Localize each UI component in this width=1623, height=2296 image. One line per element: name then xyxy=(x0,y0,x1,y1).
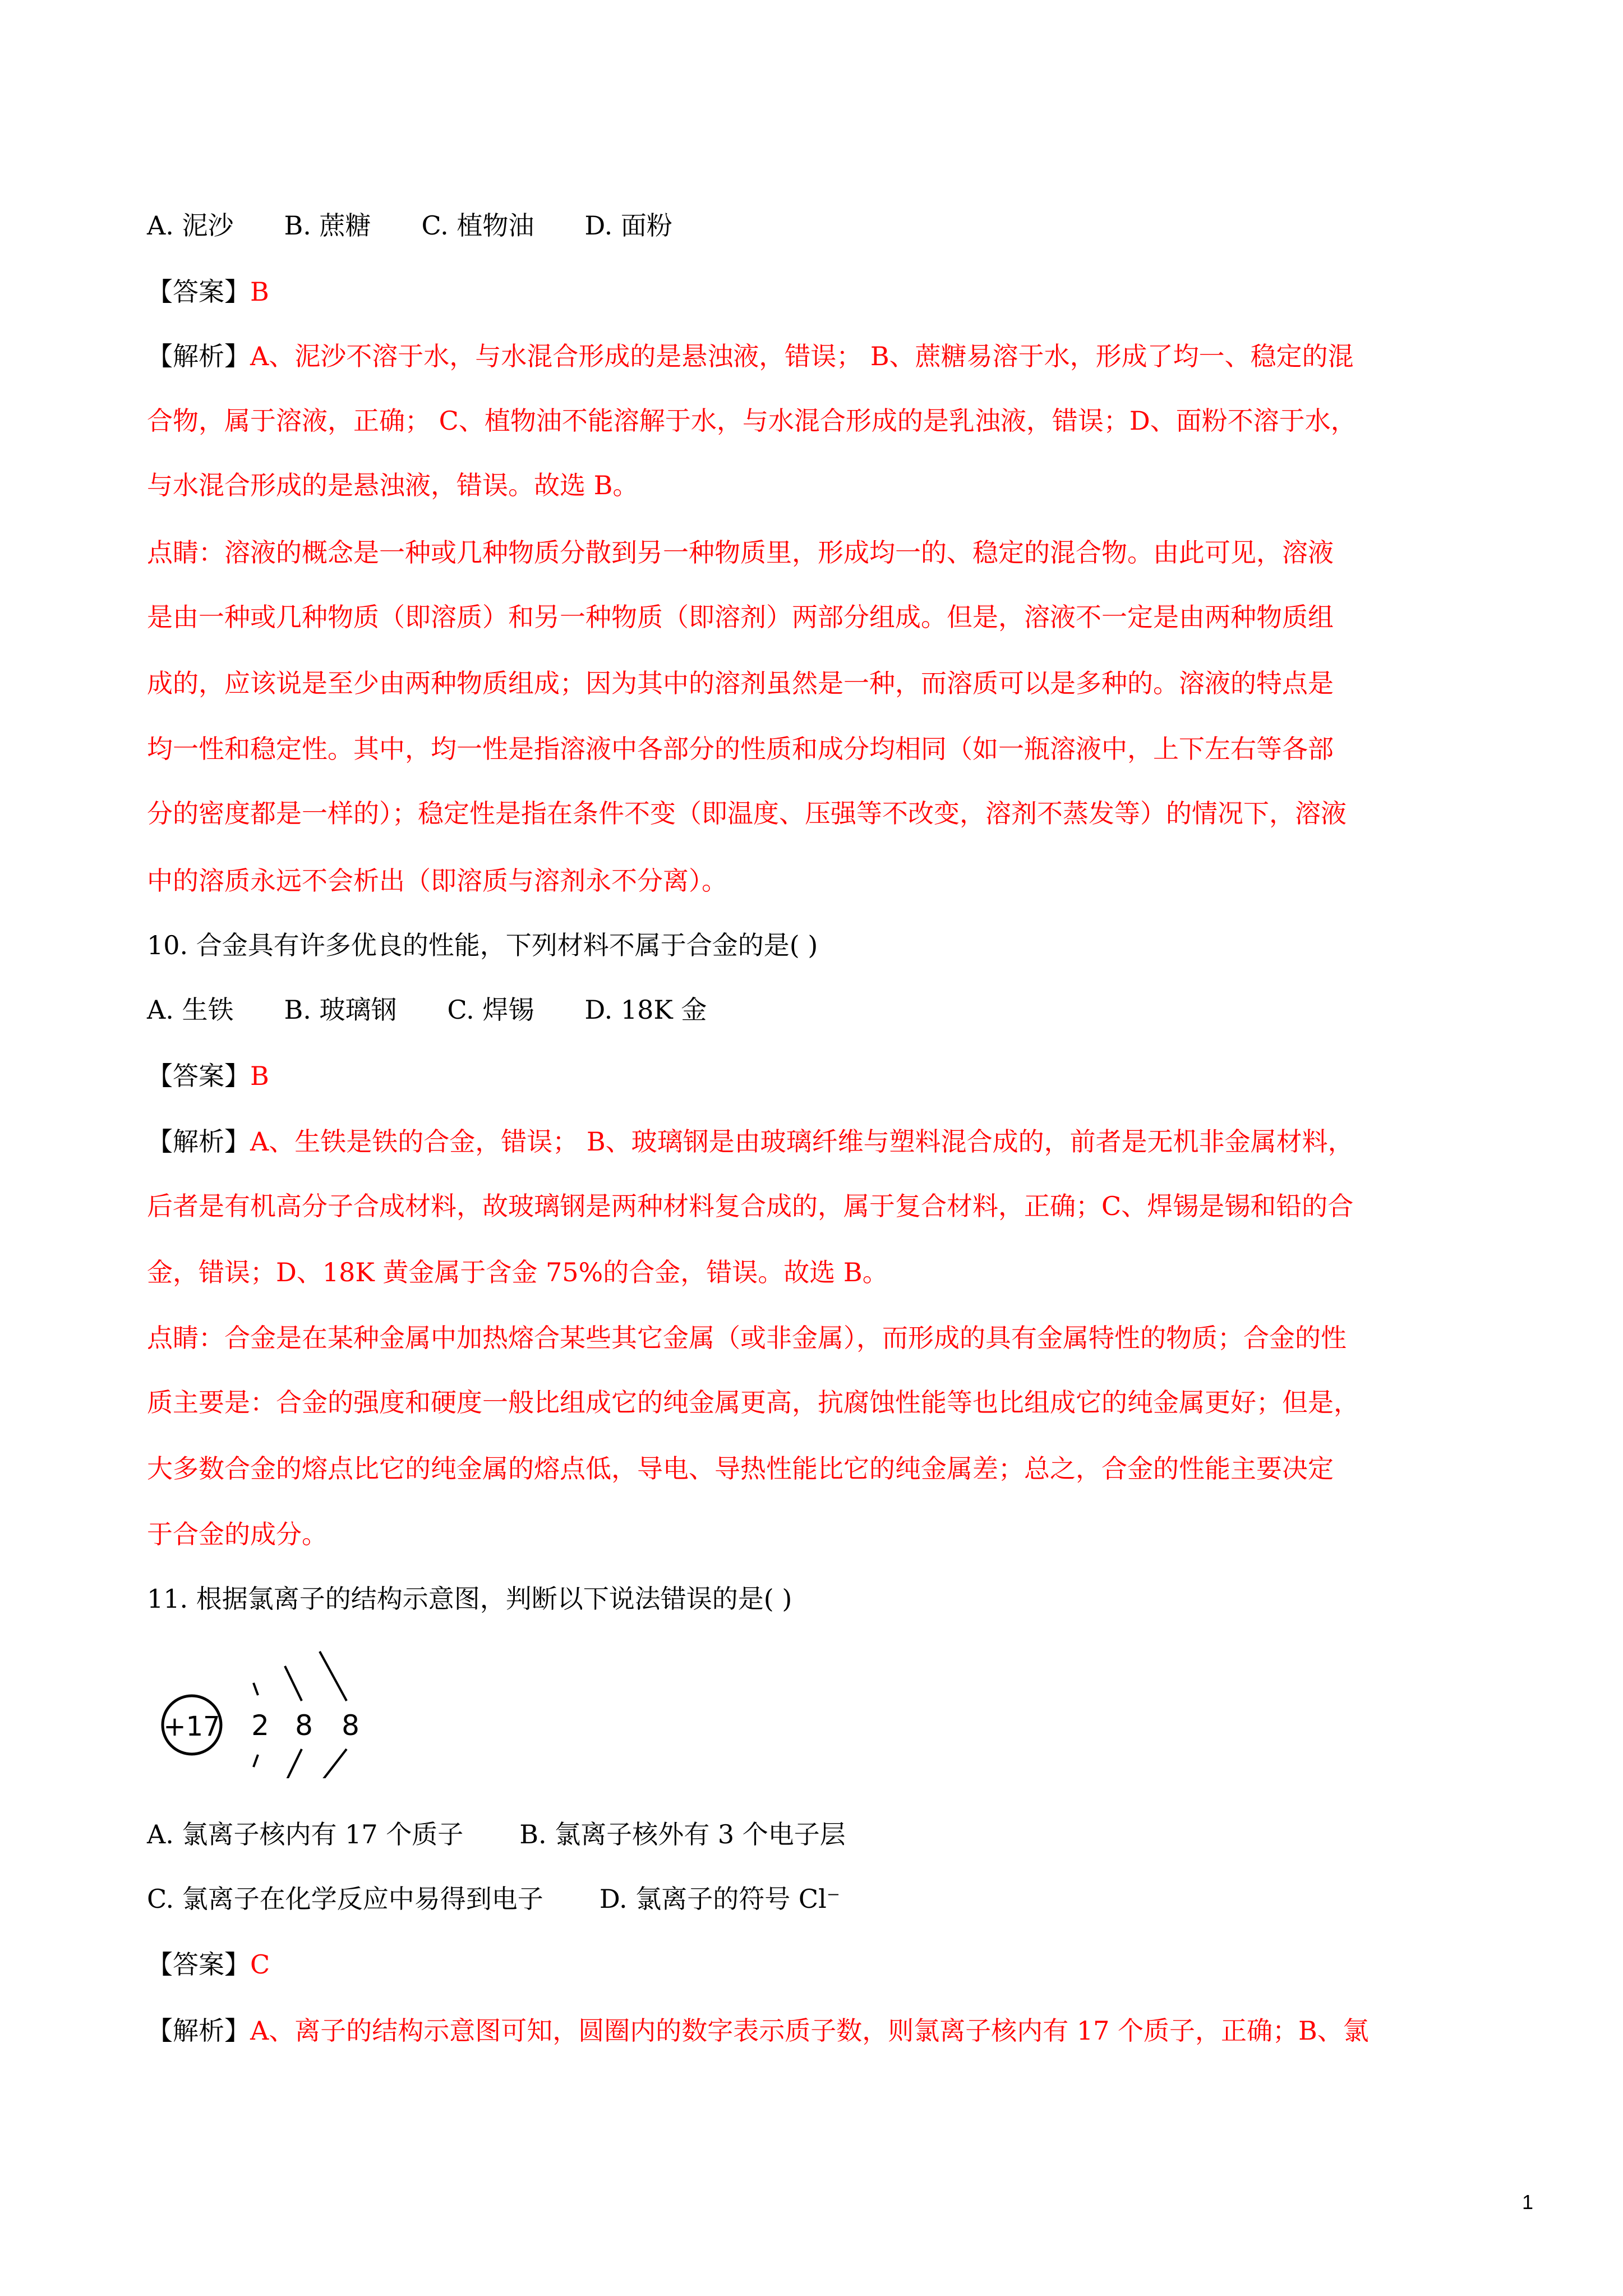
q9-note-line-2: 是由一种或几种物质（即溶质）和另一种物质（即溶剂）两部分组成。但是，溶液不一定是由两种物质组 xyxy=(147,602,1334,632)
shell-arc-2 xyxy=(285,1666,302,1701)
answer-value: B xyxy=(250,277,269,307)
q10-analysis-line-1 xyxy=(147,1125,1354,1158)
q11-options-row-2 xyxy=(147,1882,840,1916)
q11-analysis-line-1 xyxy=(147,2014,1369,2047)
shell-1-electrons: 2 xyxy=(251,1709,269,1742)
q10-note-line-2: 质主要是：合金的强度和硬度一般比组成它的纯金属更高，抗腐蚀性能等也比组成它的纯金属更好；但是， xyxy=(147,1387,1359,1418)
shell-3-electrons: 8 xyxy=(342,1709,359,1742)
q9-note-line-5: 分的密度都是一样的）；稳定性是指在条件不变（即温度、压强等不改变，溶剂不蒸发等）的情况下，溶液 xyxy=(147,798,1347,829)
q10-note-line-3: 大多数合金的熔点比它的纯金属的熔点低，导电、导热性能比它的纯金属差；总之，合金的性能主要决定 xyxy=(147,1453,1334,1484)
q10-note-line-4: 于合金的成分。 xyxy=(147,1519,328,1549)
q9-analysis-line-1 xyxy=(147,339,1354,373)
q9-analysis-line-2: 合物，属于溶液，正确； C、植物油不能溶解于水，与水混合形成的是乳浊液，错误；D、面粉不溶于水， xyxy=(147,406,1357,436)
shell-arc-3 xyxy=(320,1749,347,1778)
answer-tag: 【答案】 xyxy=(147,1949,250,1980)
q11-options-row-1 xyxy=(147,1818,846,1851)
q9-option-c: C. 植物油 xyxy=(421,210,534,241)
q11-option-d: D. 氯离子的符号 Cl⁻ xyxy=(599,1884,841,1914)
q10-analysis-line-3: 金，错误；D、18K 黄金属于含金 75%的合金，错误。故选 B。 xyxy=(147,1257,888,1287)
analysis-tag: 【解析】 xyxy=(147,2016,250,2046)
q9-note-line-3: 成的，应该说是至少由两种物质组成；因为其中的溶剂虽然是一种，而溶质可以是多种的。溶液的特点是 xyxy=(147,668,1334,698)
shell-arc-1 xyxy=(253,1683,258,1695)
q10-option-d: D. 18K 金 xyxy=(584,995,707,1025)
q11-stem: 11. 根据氯离子的结构示意图，判断以下说法错误的是( ) xyxy=(147,1584,792,1614)
page-number: 1 xyxy=(1521,2191,1533,2214)
q10-option-b: B. 玻璃钢 xyxy=(284,995,397,1025)
q9-note-line-6: 中的溶质永远不会析出（即溶质与溶剂永不分离）。 xyxy=(147,866,727,896)
shell-2-electrons: 8 xyxy=(295,1709,313,1742)
q11-option-a: A. 氯离子核内有 17 个质子 xyxy=(147,1819,464,1849)
q9-answer xyxy=(147,275,269,309)
q10-note-line-1: 点睛：合金是在某种金属中加热熔合某些其它金属（或非金属），而形成的具有金属特性的物质；合金的性 xyxy=(147,1323,1347,1353)
q9-analysis-line-3: 与水混合形成的是悬浊液，错误。故选 B。 xyxy=(147,470,639,500)
q9-note-line-4: 均一性和稳定性。其中，均一性是指溶液中各部分的性质和成分均相同（如一瓶溶液中，上下左右等各部 xyxy=(147,734,1334,764)
q9-option-d: D. 面粉 xyxy=(584,210,672,241)
analysis-text: A、生铁是铁的合金，错误； B、玻璃钢是由玻璃纤维与塑料混合成的，前者是无机非金属材料， xyxy=(250,1126,1354,1157)
answer-tag: 【答案】 xyxy=(147,277,250,307)
q9-option-b: B. 蔗糖 xyxy=(284,210,371,241)
q10-analysis-line-2: 后者是有机高分子合成材料，故玻璃钢是两种材料复合成的，属于复合材料，正确；C、焊锡是锡和铅的合 xyxy=(147,1191,1354,1221)
q10-option-c: C. 焊锡 xyxy=(447,995,534,1025)
q11-option-c: C. 氯离子在化学反应中易得到电子 xyxy=(147,1884,543,1914)
q11-answer xyxy=(147,1948,270,1981)
answer-tag: 【答案】 xyxy=(147,1061,250,1091)
shell-arc-2 xyxy=(285,1749,302,1778)
q11-option-b: B. 氯离子核外有 3 个电子层 xyxy=(519,1819,846,1849)
q9-note-line-1: 点睛：溶液的概念是一种或几种物质分散到另一种物质里，形成均一的、稳定的混合物。由此可见，溶液 xyxy=(147,537,1334,568)
shell-arc-3 xyxy=(320,1651,347,1701)
analysis-tag: 【解析】 xyxy=(147,1126,250,1157)
answer-value: B xyxy=(250,1061,269,1091)
q9-option-a: A. 泥沙 xyxy=(147,210,234,241)
answer-value: C xyxy=(250,1949,270,1980)
analysis-text: A、泥沙不溶于水，与水混合形成的是悬浊液，错误； B、蔗糖易溶于水，形成了均一、稳定的混 xyxy=(250,341,1354,371)
q10-stem: 10. 合金具有许多优良的性能，下列材料不属于合金的是( ) xyxy=(147,930,818,960)
shell-arc-1 xyxy=(253,1755,258,1767)
q10-answer xyxy=(147,1059,269,1093)
analysis-text: A、离子的结构示意图可知，圆圈内的数字表示质子数，则氯离子核内有 17 个质子，正确；B、氯 xyxy=(250,2016,1369,2046)
q10-option-a: A. 生铁 xyxy=(147,995,234,1025)
q9-options xyxy=(147,209,672,242)
nucleus-charge: +17 xyxy=(163,1711,220,1742)
analysis-tag: 【解析】 xyxy=(147,341,250,371)
q10-options xyxy=(147,993,707,1027)
chloride-ion-structure-diagram xyxy=(157,1644,393,1778)
